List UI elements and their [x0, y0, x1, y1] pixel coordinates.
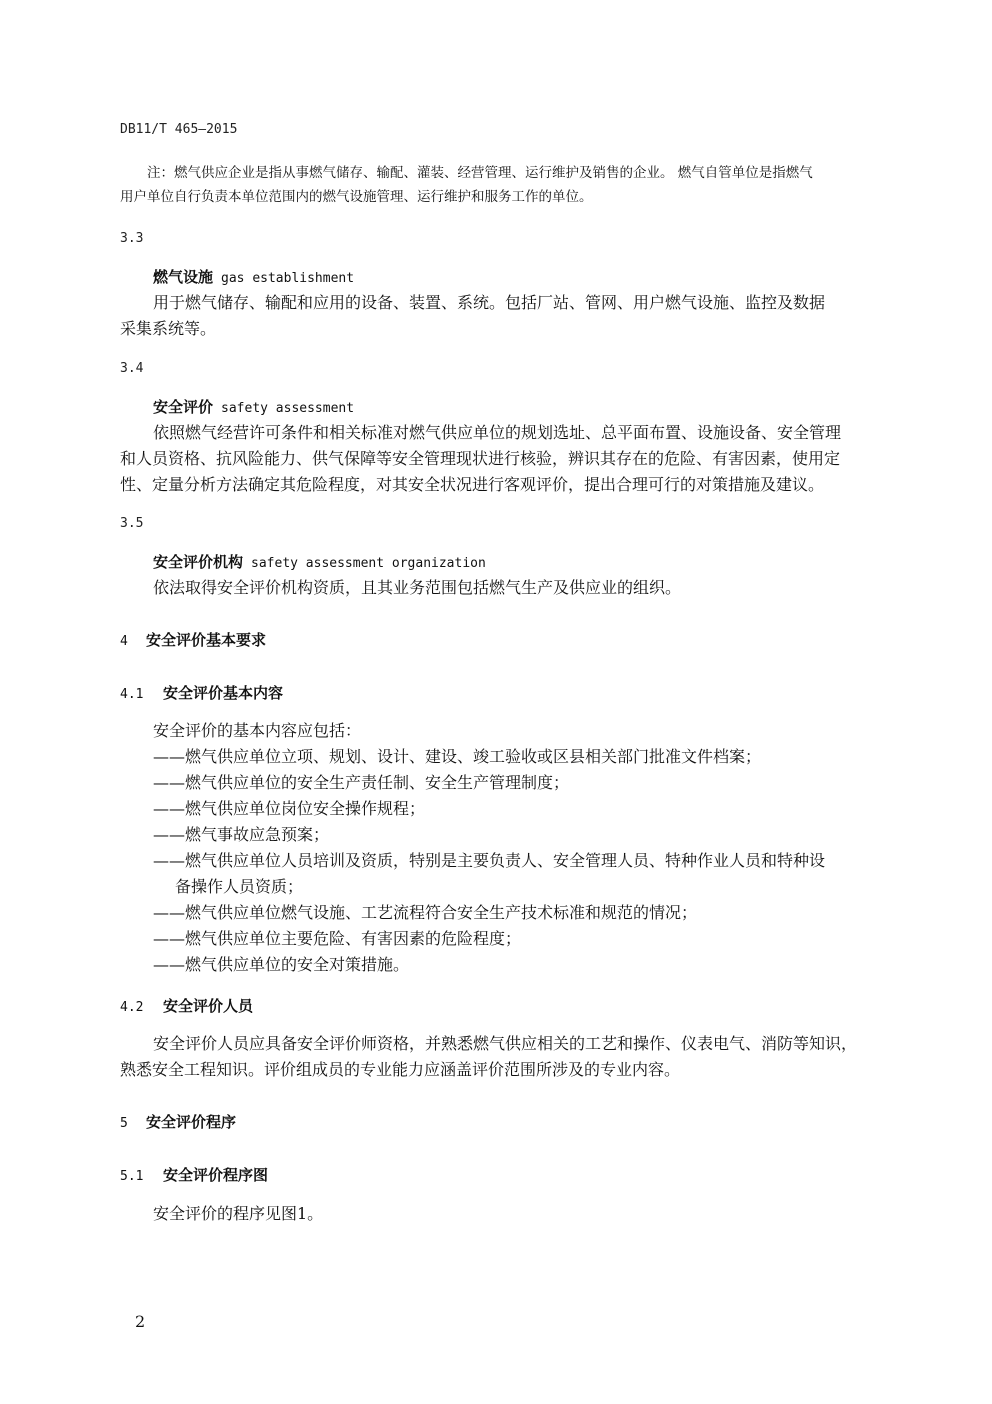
list-item: ——燃气供应单位的安全生产责任制、安全生产管理制度； [153, 773, 570, 792]
chapter-title: 安全评价基本要求 [146, 631, 267, 649]
section-5-1-line-1: 安全评价的程序见图1。 [153, 1204, 324, 1223]
definition-3-5-line-1: 依法取得安全评价机构资质，且其业务范围包括燃气生产及供应业的组织。 [153, 578, 682, 597]
chapter-number: 5 [120, 1116, 128, 1131]
section-heading-4-2 [120, 995, 253, 1016]
section-number-3-5: 3.5 [120, 516, 144, 531]
term-en: gas establishment [221, 271, 355, 286]
term-gas-establishment [153, 266, 354, 287]
chapter-heading-4 [120, 629, 266, 650]
section-4-2-line-1: 安全评价人员应具备安全评价师资格，并熟悉燃气供应相关的工艺和操作、仪表电气、消防等知识， [153, 1034, 858, 1053]
section-title: 安全评价基本内容 [163, 684, 284, 702]
term-safety-assessment-organization [153, 551, 486, 572]
section-heading-5-1 [120, 1164, 268, 1185]
definition-3-3-line-2: 采集系统等。 [120, 319, 217, 338]
note-line-1: 注：燃气供应企业是指从事燃气储存、输配、灌装、经营管理、运行维护及销售的企业。 燃气自管单位是指燃气 [147, 165, 813, 181]
list-item: ——燃气供应单位燃气设施、工艺流程符合安全生产技术标准和规范的情况； [153, 903, 698, 922]
list-item: ——燃气供应单位人员培训及资质，特别是主要负责人、安全管理人员、特种作业人员和特种设 [153, 851, 826, 870]
term-en: safety assessment [221, 401, 355, 416]
page-number: 2 [135, 1312, 146, 1331]
term-cn: 燃气设施 [153, 268, 214, 286]
section-4-2-line-2: 熟悉安全工程知识。评价组成员的专业能力应涵盖评价范围所涉及的专业内容。 [120, 1060, 681, 1079]
section-number-3-4: 3.4 [120, 361, 144, 376]
list-item: ——燃气供应单位岗位安全操作规程； [153, 799, 426, 818]
list-item: ——燃气供应单位的安全对策措施。 [153, 955, 410, 974]
section-number: 4.2 [120, 1000, 144, 1015]
list-item: ——燃气事故应急预案； [153, 825, 330, 844]
chapter-heading-5 [120, 1111, 236, 1132]
list-item-continuation: 备操作人员资质； [175, 877, 304, 896]
section-number: 5.1 [120, 1169, 144, 1184]
term-cn: 安全评价机构 [153, 553, 244, 571]
term-safety-assessment [153, 396, 354, 417]
section-number: 4.1 [120, 687, 144, 702]
definition-3-4-line-2: 和人员资格、抗风险能力、供气保障等安全管理现状进行核验，辨识其存在的危险、有害因素，使用定 [120, 449, 841, 468]
section-number-3-3: 3.3 [120, 231, 144, 246]
definition-3-3-line-1: 用于燃气储存、输配和应用的设备、装置、系统。包括厂站、管网、用户燃气设施、监控及数据 [153, 293, 826, 312]
note-line-2: 用户单位自行负责本单位范围内的燃气设施管理、运行维护和服务工作的单位。 [120, 189, 593, 205]
section-title: 安全评价程序图 [163, 1166, 269, 1184]
section-heading-4-1 [120, 682, 283, 703]
chapter-number: 4 [120, 634, 128, 649]
section-title: 安全评价人员 [163, 997, 254, 1015]
list-item: ——燃气供应单位立项、规划、设计、建设、竣工验收或区县相关部门批准文件档案； [153, 747, 762, 766]
chapter-title: 安全评价程序 [146, 1113, 237, 1131]
list-item: ——燃气供应单位主要危险、有害因素的危险程度； [153, 929, 522, 948]
standard-code: DB11/T 465—2015 [120, 122, 238, 137]
term-cn: 安全评价 [153, 398, 214, 416]
term-en: safety assessment organization [251, 556, 486, 571]
definition-3-4-line-1: 依照燃气经营许可条件和相关标准对燃气供应单位的规划选址、总平面布置、设施设备、安全管理 [153, 423, 842, 442]
content-list [153, 744, 825, 978]
definition-3-4-line-3: 性、定量分析方法确定其危险程度，对其安全状况进行客观评价，提出合理可行的对策措施及建议。 [120, 475, 825, 494]
section-4-1-intro: 安全评价的基本内容应包括： [153, 721, 362, 740]
